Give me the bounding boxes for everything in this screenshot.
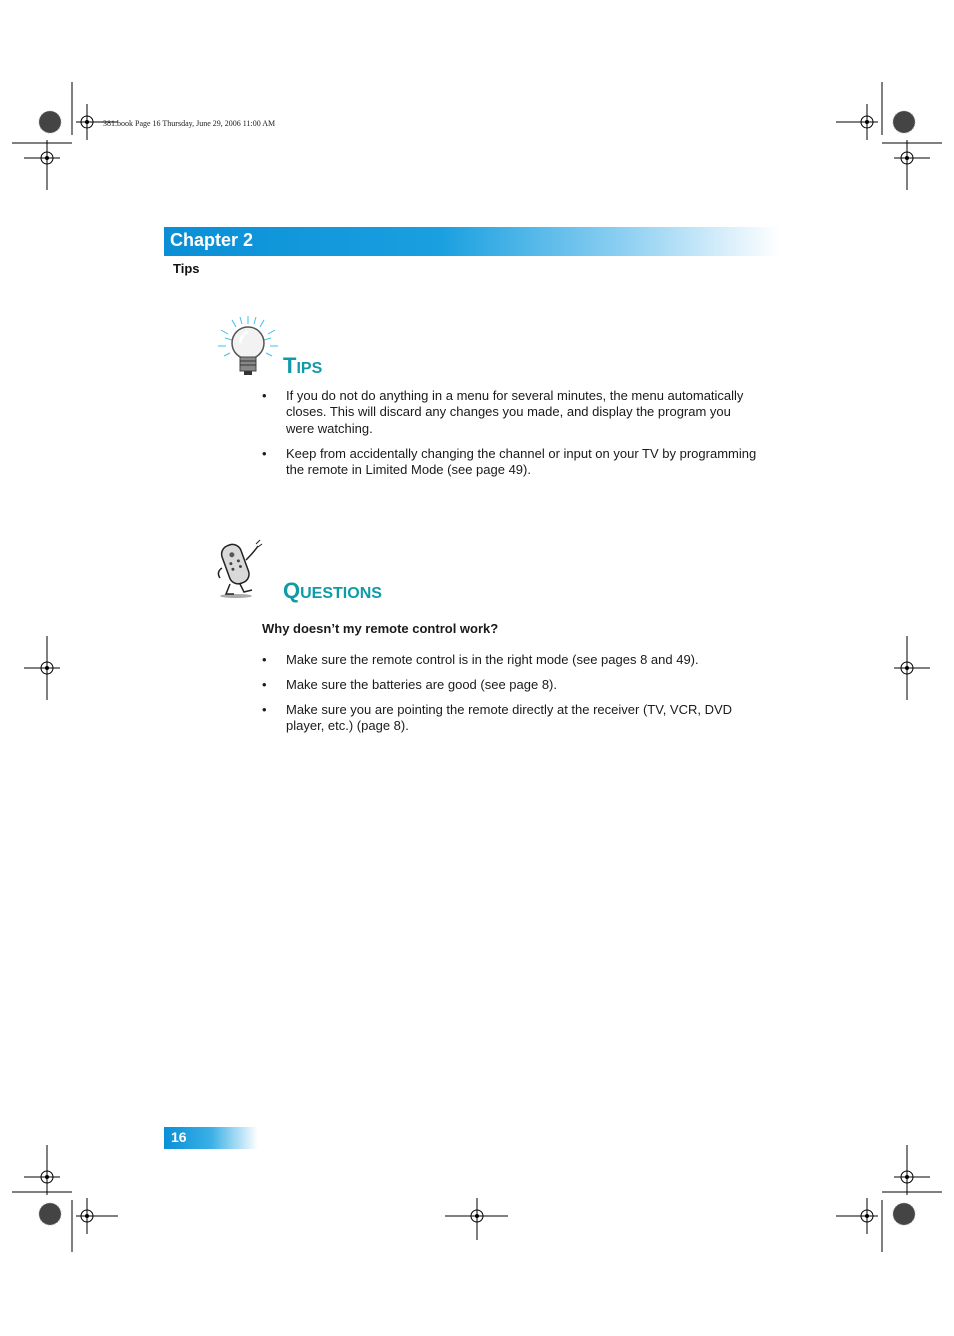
tips-list — [262, 388, 762, 487]
list-item: • Make sure you are pointing the remote directly at the receiver (TV, VCR, DVD player, etc.) (page 8). — [262, 702, 733, 734]
list-item: • Keep from accidentally changing the channel or input on your TV by programming the remote in Limited Mode (see page 49). — [262, 445, 757, 478]
chapter-bar — [164, 227, 780, 256]
remote-mascot-icon — [214, 538, 262, 600]
list-item: • Make sure the batteries are good (see page 8). — [262, 677, 557, 692]
page-number: 16 — [171, 1129, 187, 1145]
section-label: Tips — [173, 261, 200, 276]
chapter-title: Chapter 2 — [170, 230, 254, 250]
list-item: • If you do not do anything in a menu for several minutes, the menu automatically closes. This will discard any changes you made, and display the program you were watching. — [262, 388, 744, 436]
question-text: Why doesn’t my remote control work? — [262, 621, 499, 636]
lightbulb-icon — [216, 314, 280, 378]
questions-list — [262, 652, 762, 743]
list-item: • Make sure the remote control is in the right mode (see pages 8 and 49). — [262, 652, 699, 667]
book-stamp: 381.book Page 16 Thursday, June 29, 2006 11:00 AM — [103, 119, 276, 128]
tips-heading: TIPS — [283, 353, 323, 378]
questions-heading: QUESTIONS — [283, 578, 382, 603]
